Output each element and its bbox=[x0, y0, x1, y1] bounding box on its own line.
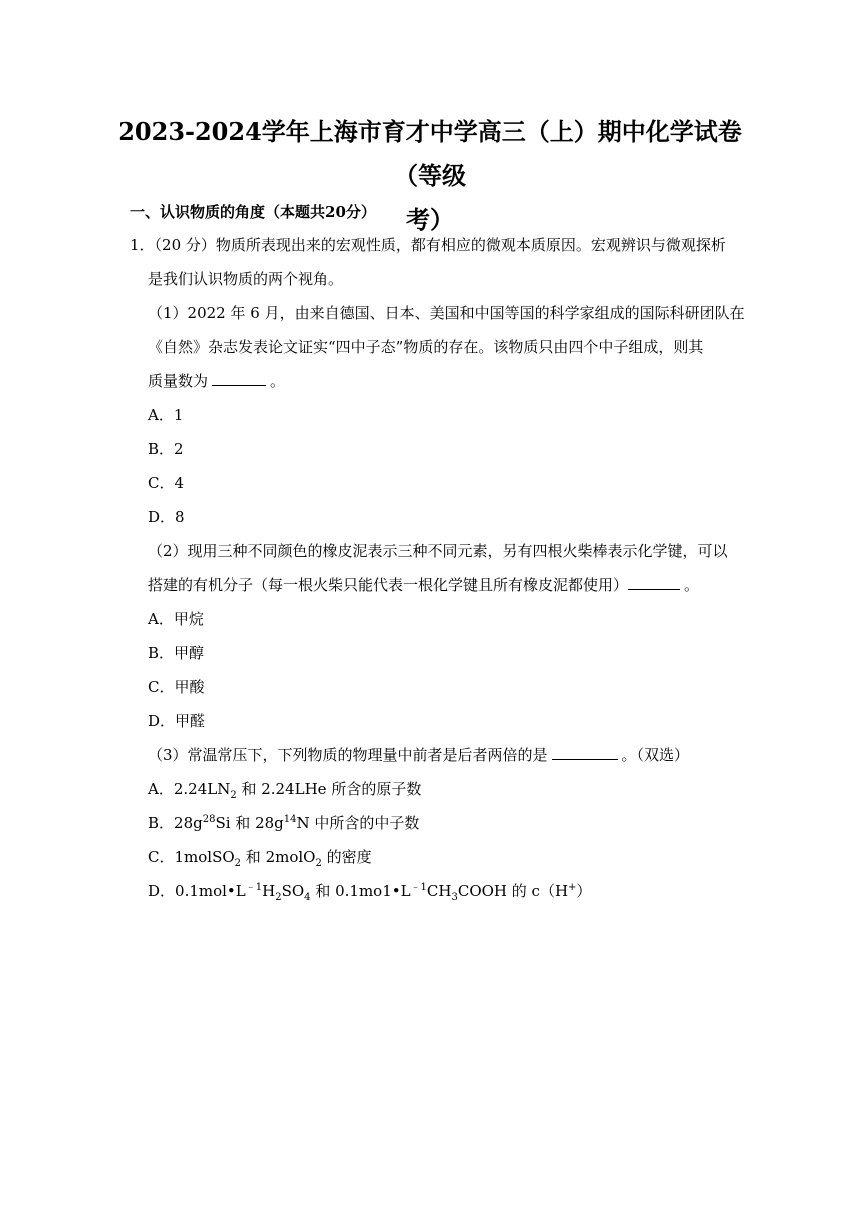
option-text: 和 2molO bbox=[241, 848, 316, 866]
part1-option-a: A．1 bbox=[148, 406, 184, 424]
subscript: 4 bbox=[304, 892, 311, 903]
option-text: N 中所含的中子数 bbox=[296, 814, 420, 832]
part3-option-b bbox=[148, 813, 419, 833]
part3-line1-end: 。（双选） bbox=[621, 746, 690, 764]
option-text: D．0.1mol•L bbox=[148, 882, 246, 900]
question-intro-line2: 是我们认识物质的两个视角。 bbox=[148, 270, 344, 288]
part2-line2-text: 搭建的有机分子（每一根火柴只能代表一根化学键且所有橡皮泥都使用） bbox=[148, 576, 629, 594]
answer-blank-3[interactable] bbox=[552, 745, 618, 760]
part1-option-c: C．4 bbox=[148, 474, 185, 492]
part3-option-c bbox=[148, 847, 372, 867]
option-text: CH bbox=[426, 882, 452, 900]
part1-line1: （1）2022 年 6 月，由来自德国、日本、美国和中国等国的科学家组成的国际科研团队在 bbox=[148, 304, 745, 322]
part3-option-a bbox=[148, 779, 421, 799]
part1-line3-end: 。 bbox=[270, 372, 286, 390]
subscript: 3 bbox=[451, 892, 458, 903]
part3-option-d bbox=[148, 881, 591, 901]
option-text: SO bbox=[281, 882, 305, 900]
answer-blank-2[interactable] bbox=[628, 575, 680, 590]
superscript: + bbox=[568, 882, 577, 893]
option-text: ） bbox=[576, 882, 592, 900]
part1-line3 bbox=[148, 371, 285, 391]
option-text: 和 0.1mo1•L bbox=[310, 882, 411, 900]
option-text: A．2.24LN bbox=[148, 780, 231, 798]
option-text: B．28g bbox=[148, 814, 203, 832]
part1-line2: 《自然》杂志发表论文证实“四中子态”物质的存在。该物质只由四个中子组成，则其 bbox=[148, 338, 704, 356]
part2-option-a: A．甲烷 bbox=[148, 610, 204, 628]
part2-line2 bbox=[148, 575, 699, 595]
subscript: 2 bbox=[234, 858, 242, 869]
superscript: 28 bbox=[202, 814, 216, 825]
superscript: 14 bbox=[283, 814, 297, 825]
exam-title-line2: 考） bbox=[406, 205, 454, 234]
subscript: 2 bbox=[230, 790, 237, 801]
part3-line1-text: （3）常温常压下，下列物质的物理量中前者是后者两倍的是 bbox=[148, 746, 548, 764]
superscript: ﹣1 bbox=[245, 882, 263, 893]
answer-blank-1[interactable] bbox=[212, 371, 266, 386]
option-text: 和 2.24LHe 所含的原子数 bbox=[236, 780, 422, 798]
section-heading: 一、认识物质的角度（本题共20分） bbox=[130, 203, 376, 221]
subscript: 2 bbox=[275, 892, 282, 903]
option-text: C．1molSO bbox=[148, 848, 235, 866]
superscript: ﹣1 bbox=[410, 882, 427, 893]
part3-line1 bbox=[148, 745, 689, 765]
part2-option-b: B．甲醇 bbox=[148, 644, 205, 662]
question-intro-line1: 1．（20 分）物质所表现出来的宏观性质，都有相应的微观本质原因。宏观辨识与微观探析 bbox=[130, 236, 726, 254]
option-text: H bbox=[262, 882, 276, 900]
part1-line3-text: 质量数为 bbox=[148, 372, 209, 390]
part2-option-d: D．甲醛 bbox=[148, 712, 206, 730]
part2-option-c: C．甲酸 bbox=[148, 678, 205, 696]
part1-option-b: B．2 bbox=[148, 440, 184, 458]
part1-option-d: D．8 bbox=[148, 508, 185, 526]
subscript: 2 bbox=[315, 858, 322, 869]
part2-line1: （2）现用三种不同颜色的橡皮泥表示三种不同元素，另有四根火柴棒表示化学键，可以 bbox=[148, 542, 728, 560]
option-text: Si 和 28g bbox=[215, 814, 284, 832]
exam-title-line1: 2023-2024学年上海市育才中学高三（上）期中化学试卷（等级 bbox=[118, 117, 742, 190]
part2-line2-end: 。 bbox=[684, 576, 700, 594]
option-text: COOH 的 c（H bbox=[457, 882, 569, 900]
option-text: 的密度 bbox=[321, 848, 372, 866]
exam-title bbox=[100, 110, 760, 242]
